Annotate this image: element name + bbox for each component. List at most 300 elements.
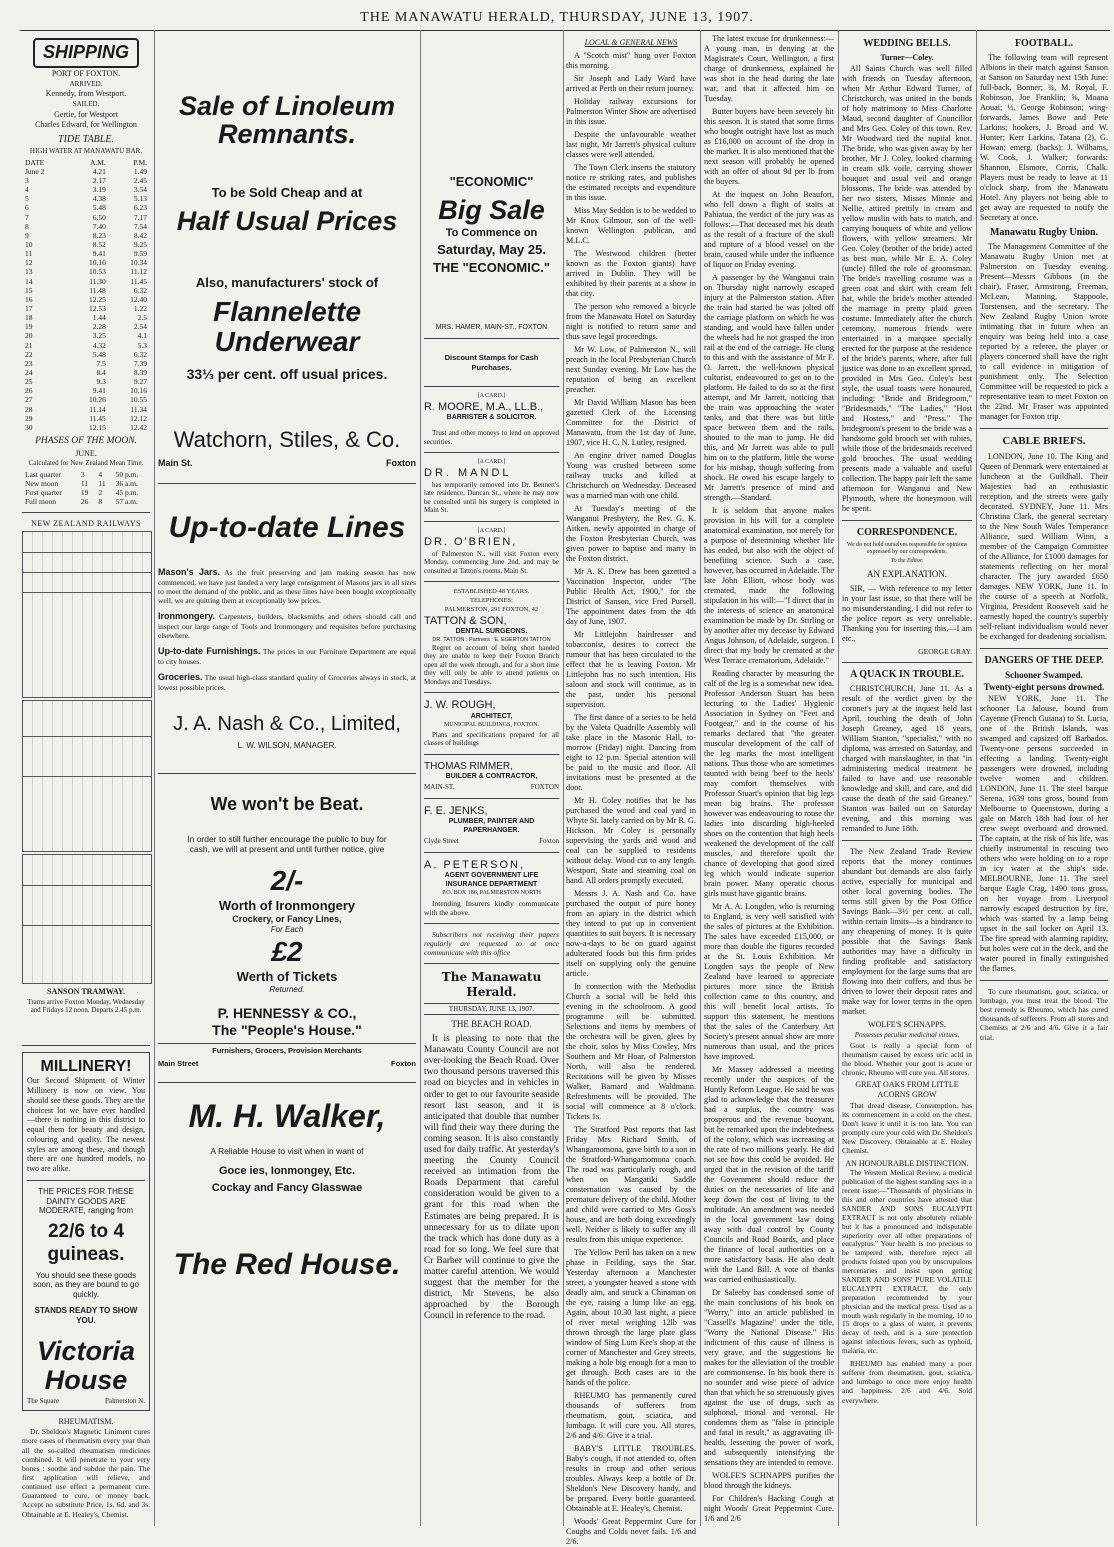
tide-cell: 17 [25,303,33,313]
tide-cell: 24 [25,367,33,377]
tatton-role: DENTAL SURGEONS. [455,628,528,636]
tide-cell: 3 [25,176,29,186]
moon-cell: 45 p.m. [115,488,139,498]
news-paragraph: Mr W. Low, of Palmerston N., will preach in the local Presbyterian Church next Sunday evening. Mr Low has the reputation of being an excellent preacher. [566,344,696,394]
quack-title: A QUACK IN TROUBLE. [850,669,964,681]
tide-cell: 18 [25,313,33,323]
tide-cell: 5 [25,194,29,204]
stamps-text: Discount Stamps for Cash Purchases. [444,353,539,372]
masthead-rule [20,30,1110,31]
tide-cell: 7.17 [133,212,147,222]
moon-cell: 8 [98,497,103,507]
tide-cell: 9.59 [133,249,147,259]
millinery-text: Our Second Shipment of Winter Millinery is now on view. You should see these goods. They are the choicest lot we have ever handled —there is nothing in this district to equal them for beauty and design, colouring and quality. The newest styles are among these, and though there are one hundred models, no two are alike. [27,1076,145,1174]
railway-timetable [22,854,152,984]
tide-row [22,341,150,350]
tide-row [22,423,150,432]
tide-cell: 2.45 [133,176,147,186]
tide-row [22,386,150,395]
worth-tickets: Werth of Tickets [236,969,338,985]
news-paragraph: Woods' Great Peppermint Cure for Coughs and Colds never fails. 1/6 and 2/6. [566,1516,696,1546]
tide-cell: 15 [25,285,33,295]
tide-table [22,158,150,432]
column-cards [424,34,559,1528]
deep-subtitle-2: Twenty-eight persons drowned. [983,681,1105,692]
rough-role: ARCHITECT, [470,712,513,720]
tide-row [22,176,150,185]
tide-cell: 12.12 [130,413,147,423]
ironmongery-text: Carpenters, builders, blacksmiths and others should call and inspect our large range of Tools and Ironmongery and requisites before purchasing elsewhere. [158,611,416,641]
sale-date: Saturday, May 25. [437,242,546,258]
for-each: For Each [270,925,304,935]
column-local-news [566,34,696,1546]
tide-subtitle: HIGH WATER AT MANAWATU BAR. [29,147,143,156]
tide-cell: 25 [25,377,33,387]
furnishers-text: Furnishers, Grocers, Provision Merchants [158,1043,416,1055]
moon-cell: 4 [98,469,103,479]
moon-cell: Last quarter [25,469,62,479]
uptodate-title: Up-to-date Lines [168,511,406,544]
column-rule [420,30,421,1526]
rimmer-name: THOMAS RIMMER, [424,760,513,772]
football-title: FOOTBALL. [1014,38,1074,49]
tide-cell: 10 [25,240,33,249]
commence-text: To Commence on [445,226,538,239]
tide-cell: 9.27 [133,377,147,387]
tide-row [22,277,150,286]
tide-head: DATE [25,157,45,167]
deep-subtitle: Schooner Swamped. [1005,669,1083,680]
tide-cell: 2.54 [133,322,147,332]
tide-cell: 11.14 [89,404,106,414]
moon-title: PHASES OF THE MOON. [35,435,137,446]
rimmer-role: BUILDER & CONTRACTOR, [445,772,538,780]
news-paragraph: BABY'S LITTLE TROUBLES. Baby's cough, if not attended to, often results in croup and other serious troubles. Always keep a bottle of Dr. Sheldon's New Discovery handy, and be prepared. Every bottle guaranteed. Obtainable at E. Healey's, Chemist. [566,1443,696,1513]
sailed-text: Gertie, for Westport [54,109,118,119]
tide-row [22,213,150,222]
news-paragraph: RHEUMO has permanently cured thousands of sufferers from rheumatism, gout, sciatica, and lumbago. It will cure you. All stores, 2/6 and 4/6. Give it a trial. [566,1390,696,1440]
tatton-name: TATTON & SON, [424,614,507,627]
tide-cell: 6.50 [92,212,106,222]
jenks-name: F. E. JENKS, [424,804,488,817]
tide-row [22,231,150,240]
tide-cell: 12.25 [88,294,106,304]
herald-title: The Manawatu Herald. [441,970,542,999]
news-paragraph: A passenger by the Wanganui train on Thursday night narrowly escaped injury at the Palmerston station. After the train had started he was jolted off the carriage platform on which he was standing, and would have fallen under the wheels had he not grasped the iron rail at the end of the carriage. He clung to this and with the assistance of Mr F. O. Jarrett, the well-known physical culturist, endeavoured to get on to the platform. He failed to do so at the first attempt, and Mr Jarrett, noticing that the train was approaching the water tanks, and that there was but little space between them and the rails, shouted to the man to jump. He did this, and Mr Jarrett was able to pull him on to the platform, little the worse for his mishap, though suffering from shock. He owed his escape largely to Mr Jarrett's presence of mind and strength.—Standard. [704,273,834,502]
news-paragraph: Holiday railway excursions for Palmerston Winter Show are advertised in this issue. [566,96,696,126]
moon-cell: 57 a.m. [115,497,138,507]
explanation-title: AN EXPLANATION. [867,569,947,580]
port-heading: PORT OF FOXTON. [51,68,121,78]
tide-cell: 12.40 [130,294,147,304]
watchorn-town: Foxton [386,458,416,469]
tide-cell: 19 [25,322,33,332]
peterson-addr: P.O. BOX 186, PALMERSTON NORTH [442,890,541,897]
tide-cell: 7 [25,212,29,222]
tide-cell: 10.53 [88,267,106,277]
tide-row [22,377,150,386]
crockery-text: Crockery, or Fancy Lines, [232,914,342,925]
cure-text: To cure rheumatism, gout, sciatica, or lumbago, you must treat the blood. The best remedy is Rheumo, which has cured thousands of sufferers. From all stores and Chemists at 2/6 and 4/6. Give it a fair trial. [980,986,1108,1042]
column-wedding [842,34,972,1528]
tide-cell: 7.54 [133,221,147,231]
tide-cell: 3.54 [133,185,147,195]
nash-manager: L. W. WILSON, MANAGER. [237,740,337,750]
tide-head: A.M. [89,157,106,167]
ironmongery-label: Ironmongery. [158,610,215,621]
gout-text: Gout is really a special form of rheumatism caused by excess uric acid in the blood. Whether your gout is acute or chronic, Rheumo will cure you. All stores. [842,1040,972,1078]
hennessy-town: Foxton [391,1059,416,1069]
furnishings-label: Up-to-date Furnishings. [158,646,261,657]
news-paragraph: The Stratford Post reports that last Friday Mrs Richard Smith, of Whangamomona, gave birth to a son in the Stratford-Whangamomona coach. The road was particularly rough, and when on Mangatiki Saddle consternation was caused by the premature delivery of the child. Mother and child were carried to Mrs Goss's house, and are both doing exceedingly well. Neither is likely to suffer any ill results from this unique experience. [566,1124,696,1244]
rheumo-text: RHEUMO has enabled many a poor sufferer from rheumatism, gout, sciatica, and lumbago to once more enjoy health and happiness. 2/6 and 4/6. Sold everywhere. [842,1359,972,1405]
tide-row [22,167,150,176]
shipping-logo: SHIPPING [33,38,139,68]
tide-row [22,304,150,313]
tide-cell: 10.16 [130,386,147,396]
tide-cell: 7.39 [133,358,147,368]
tide-cell: 11.45 [89,413,106,423]
tide-row [22,240,150,249]
masons-label: Mason's Jars. [158,566,220,577]
tatton-partners: DR. TATTON : Partners : E. EGERTON TATTON [432,636,551,643]
peterson-name: A. PETERSON, [424,858,526,871]
news-paragraph: Mr Littlejohn hairdresser and tobacconist, desires to correct the rumour that has been circulated to the effect that he is leaving Foxton. Mr Littlejohn has no such intention. His saloon and stock will continue, as in the past, under his personal supervision. [566,629,696,709]
goods-text: Goce ies, Ionmongey, Etc. [218,1164,356,1177]
news-paragraph: The person who removed a bicycle from the Manawatu Hotel on Saturday night is notified to return same and thus save legal proceedings. [566,301,696,341]
honour-text: The Western Medical Review, a medical publication of the highest standing says in a recent issue:—"Thousands of physicians in this and other countries have attested that SANDER AND SONS EUCALYPTI EXTRACT is not only absolutely reliable but it has a pronounced and indisputable superiority over all other preparations of eucalyptus." Your health is too precious to be tampered with, therefore reject all products foisted upon you by unscrupulous mercenaries and insist upon getting SANDER AND SONS' PURE VOLATILE EUCALYPTI EXTRACT, the only preparation recommended by your physician and the medical press. Used as a mouth wash regularly in the morning, 10 to 15 drops to a glass of water, it prevents decay of teeth, and is a sure protection against infectious fevers, such as typhoid, malaria, etc. [842,1168,972,1356]
two-pound: £2 [271,936,303,967]
tide-cell: 6.32 [133,285,147,295]
column-news-2 [704,34,834,1528]
correspondence-to: To the Editor. [890,557,924,564]
tide-cell: 8.39 [133,367,147,377]
tide-cell: 30 [25,422,33,432]
moon-cell: 26 [80,497,89,507]
news-paragraph: Sir Joseph and Lady Ward have arrived at Perth on their return journey. [566,73,696,93]
tide-cell: 9.41 [92,386,106,396]
tide-cell: 20 [25,331,33,341]
tramway-heading: SANSON TRAMWAY. [47,987,125,997]
tide-cell: 6 [25,203,29,213]
watchorn-addr: Main St. [158,458,193,469]
stands-ready: STANDS READY TO SHOW YOU. [34,1305,138,1325]
tide-cell: 5.48 [92,203,106,213]
sailed-text: Charles Edward, for Wellington [35,120,137,130]
prices-text: THE PRICES FOR THESE DAINTY GOODS ARE MODERATE, ranging from [38,1186,134,1216]
tide-cell: 1.49 [133,166,147,176]
news-paragraph: The Westwood children (better known as the Foxton giants) have arrived in Dublin. They will be exhibited by their parents at a show in that city. [566,248,696,298]
crockery-glass-text: Cockay and Fancy Glasswae [211,1182,363,1194]
tatton-telephones: TELEPHONES: [470,597,513,605]
news-paragraph: At the inquest on John Beaufort, who fell down a flight of stairs at Pahiatua, the verdict of the jury was as follows:—That deceased met his death as the result of a fracture of the skull and rupture of a blood vessel on the brain, caused while under the influence of liquor on Friday evening. [704,190,834,269]
victoria-house: Victoria House [36,1336,136,1395]
peterson-role: AGENT GOVERNMENT LIFE INSURANCE DEPARTMENT [444,872,539,888]
tide-row [22,322,150,331]
news-paragraph: WOLFE'S SCHNAPPS purifies the blood through the kidneys. [704,1471,834,1490]
column-shipping [22,34,150,1528]
moon-row [22,470,150,479]
hamer-addr: MRS. HAMER, MAIN-ST., FOXTON [435,323,548,331]
nash-name: J. A. Nash & Co., Limited, [173,713,401,736]
moon-row [22,488,150,497]
card-label: [A CARD.] [477,459,506,466]
oaks-text: That dread disease, Consumption, has its commencement in a cold on the chest. Don't leave it until it is too late. You can promptly cure your cold with Dr. Sheldon's New Discovery. Obtainable at E. Healey Chemist. [842,1100,972,1156]
tide-row [22,203,150,212]
tide-cell: 4.1 [137,331,147,341]
column-rule [154,30,155,1526]
tide-cell: 4.38 [92,194,106,204]
tide-cell: 11.34 [130,404,147,414]
tide-cell: 6.32 [133,349,147,359]
walker-title: M. H. Walker, [188,1098,386,1135]
tide-cell: 8.52 [92,240,106,249]
worth-ironmongery: Worth of Ironmongery [218,898,356,914]
tide-cell: 27 [25,395,33,405]
tide-cell: 10.55 [130,395,147,405]
jenks-addr: Clyde Street [424,837,459,846]
wedding-title: WEDDING BELLS. [863,38,951,49]
news-paragraph: Despite the unfavourable weather last night, Mr Jarrett's physical culture classes were well attended. [566,129,696,159]
jenks-role: PLUMBER, PAINTER AND PAPERHANGER. [448,818,535,834]
tide-cell: 2.17 [92,176,106,186]
groceries-text: The usual high-class standard quality of Groceries always in stock, at lowest possible prices. [158,673,416,693]
tide-cell: 9.3 [96,377,106,387]
mandl-name: DR. MANDL [424,467,512,480]
moon-row [22,497,150,506]
news-paragraph: Dr Saleeby has condensed some of the main conclusions of his book on "Worry," into an article published in "Cassell's Magazine" under the title, "Worry the National Disease." His indictment of this cause of illness is very grave, and the suggestions he makes for the alleviation of the trouble are commonsense. In his book there is no sounder and wise piece of advice than that which he so strenuously gives against the use of drugs, such as sulphonal, trional and veronal. He condemns them as "false in principle and fatal in result," as aggravating ill-health, lessening the power of work, and subsequently intensifying the sensations they are intended to remove. [704,1288,834,1467]
moon-cell: 36 a.m. [115,478,138,488]
beach-text: It is pleasing to note that the Manawatu County Council are not over-looking the Beach Road. Over two thousand persons traversed this road on bicycles and in vehicles in order to get to our favourite seaside resort last season, and it is anticipated that double that number will find their way there during the coming season. It is also constantly used for daily traffic. At yesterday's meeting the County Council received an intimation from the Roads Department that careful consideration would be given to a grant for this road when the Estimates are being prepared. It is unnecessary for us to dilate upon the track which has done duty as a road for so long. We feel sure that Cr Barber will continue to give the matter careful attention. We would suggest that the member for the district, Mr Stevens, be also approached by the Borough Council in reference to the road. [424,1034,559,1322]
news-paragraph: Reading character by measuring the calf of the leg is a somewhat new idea. Professor Anderson Stuart has been lecturing to the Ladies' Hygienic Association in Sydney on "Feet and Footgear," and in the course of his remarks declared that "the greater muscular development of the calf of the leg marks the most intelligent nations. Thus those who are sometimes taunted with being 'beef to the heels' may comfort themselves with Professor Stuart's opinion that big legs mean big brains. The professor however was endeavouring to rouse the ladies into discarding high-heeled shoes on the contention that high heels weakened the development of the calf muscles, and therefore spoilt the chance of developing that good sized leg which would indicate superior brain power. Many operatic chorus girls must have gigantic brains. [704,669,834,898]
tide-row [22,331,150,340]
column-rule [700,30,701,1526]
news-body [704,34,834,1524]
news-paragraph: Mr Massey addressed a meeting recently under the auspices of the Huntly Reform League. He said he was glad to acknowledge that the treasurer had a surplus, the country was prosperous and the revenue buoyant, but he remarked upon the indebtedness of the colony, which was increasing at the rate of two millions yearly. He did not see how this could be avoided. He urged that in the revision of the tariff the Government should reduce the duties on the necessaries of life and keep down the cost of living to the multitude. An amendment was needed in the local government law doing away with dual control by County Councils and Road Boards, and place the finance of local authorities on a more satisfactory basis. He also dealt with the Land Bill. A vote of thanks was carried enthusiastically. [704,1065,834,1284]
tide-row [22,295,150,304]
tide-cell: 8 [25,221,29,231]
watchorn-name: Watchorn, Stiles, & Co. [173,427,401,453]
tide-row [22,185,150,194]
tide-cell: 4 [25,185,29,195]
cable-title: CABLE BRIEFS. [1002,435,1086,448]
news-paragraph: The first dance of a series to be held by the Valeta Quadrille Assembly will take place in the Masonic Hall, to-morrow (Friday) night. Dancing from eight to 12 p.m. Special attention will be paid to the music and floor. All invitations must be presented at the door. [566,712,696,792]
quack-text: CHRISTCHURCH, June 11. As a result of the verdict given by the coroner's jury at the inquest held last April, touching the death of John Joseph Greaney, aged 18 years, William Stanton, "specialist," with no diploma, was arrested on Saturday, and charged with manslaughter, in that "in administering medical treatment he failed to have and use reasonable knowledge and skill, and care, and did cause the death of the said Greaney." Stanton was bailed out on Saturday evening, and this morning was remanded to June 18th. [842,684,972,834]
tide-cell: 11.45 [130,276,147,286]
order-text: In order to still further encourage the public to buy for cash, we will at present and until further notice, give [187,833,387,854]
furnishings-text: The prices in our Furniture Department are equal to city houses. [158,647,416,667]
news-paragraph: Mr A. A. Longden, who is returning to England, is very well satisfied with the sales of pictures at the Exhibition. The sales have exceeded £15,000, or more than double the figures recorded at the St. Louis Exhibition. Mr Longden says the people of New Zealand have learned to appreciate pictures more since the British collection came to this country, and this will benefit local artists. To support this statement, he mentions that the sales of the Canterbury Art Society's present annual show are more numerous than usual, and the prices have improved. [704,902,834,1061]
moore-name: R. MOORE, M.A., LL.B., [424,401,544,414]
explanation-signature: GEORGE GRAY. [918,647,972,657]
groceries-label: Groceries. [158,672,203,683]
moon-cell: 50 p.m. [115,469,139,479]
arrived-text: Kennedy, from Westport. [45,89,127,99]
economic-title: "ECONOMIC" [449,174,534,189]
big-sale: Big Sale [438,194,545,225]
prices-after: You should see these goods soon, as they are bound to go quickly. [33,1270,139,1300]
correspondence-title: CORRESPONDENCE. [856,526,958,538]
news-paragraph: Mr David William Mason has been gazetted Clerk of the Licensing Committee for the District of Manawatu, from the 1st day of June, 1907, vice H. C. N. Lutley, resigned. [566,397,696,447]
tide-cell: 3.25 [92,331,106,341]
news-paragraph: Mr A. K. Drew has been gazetted a Vaccination Inspector, under "The Public Health Act, 1900," for the District of Sanson, vice Fred Pursell. The appointment dates from the 4th day of June, 1907. [566,566,696,626]
trade-review-text: The New Zealand Trade Review reports that the money continues abundant but demands are also fairly active, especially for municipal and other local governing bodies. The terms still given by the Post Office Savings Bank—3½ per cent. at call, within certain limits—is a hindrance to any cheapening of money. It is quite possible that the Savings Bank authorities may have a difficulty in finding profitable and satisfactory employment for the large sums that are flowing into their coffers, and thus be driven to lower their deposit rates and make way for lower terms in the open market. [842,847,972,1017]
tide-cell: 21 [25,340,33,350]
half-prices: Half Usual Prices [176,205,398,236]
tide-cell: 11 [25,249,33,259]
rheumatism-text: Dr. Sheldon's Magnetic Liniment cures more cases of rheumatism every year than all the so-called rheumatism medicines combined. It will penetrate to your very bones : soothe and subdue the pain. The first application will relieve, and continued use effect a permanent cure. Guaranteed to cure, or money back. Accept no substitute Price, 1s. 6d. and 3s. Obtainable at E. Healey's, Chemist. [22,1427,150,1519]
moon-cell: 3 [80,469,85,479]
tide-cell: 22 [25,349,33,359]
news-paragraph: Messrs J. A. Nash and Co. have purchased the output of pure honey from an apiary in the district which they intend to put up in convenient quantities to suit buyers. It is necessary now-a-days to be on guard against adulterated foods but this firm prides itself on supplying only the genuine article. [566,888,696,978]
moon-cell: Full moon [25,497,57,507]
deep-text: NEW YORK, June 11. The schooner La Jalouse, bound from Cayenne (French Guiana) to St. Lucia, one of the British Islands, was swamped and capsized off Barbados. Twenty-one persons succeeded in effecting a landing. Twenty-eight passengers were drowned, including twelve women and children. LONDON, June 11. The steel barque Serena, 1639 tons gross, bound from Melbourne to Queenstown, during a gale on March 18th had four of her crew swept overboard and drowned. The captain, at the risk of his life, was chiefly instrumental in rescuing two others who were holding on to a rope in icy water at the ship's side. MELBOURNE, June 11. The steel barque Eagle Crag, 1490 tons gross, on her voyage from Liverpool narrowly escaped destruction by fire, which was started by a lamp being upset in the sail locker on April 13. The fire spread with alarming rapidity, but holes were cut in the deck, and the water poured in finally extinguished the flames. [980,693,1108,973]
card-label: [A CARD.] [477,392,506,399]
explanation-text: SIR, — With reference to my letter in your last issue, so that there will be no misunderstanding, I did not refer to the police report as very unreliable. Thanking you for inserting this,—I am etc., [842,584,972,644]
railways-heading: NEW ZEALAND RAILWAYS [31,519,141,529]
news-paragraph: It is seldom that anyone makes provision in his will for a complete anatomical examination, not merely for a purpose of determining whether life has ended, but also with the object of benefiting science. Such a case, however, has occurred in Adelaide. The late John Elliott, whose body was cremated, made the following stipulation in his will:—"I direct that in the interests of science an anatomical examination be made by Dr. Stirling or by another after my decease by Edward Angus Johnson, of Adelaide, surgeon. I direct that my body be cremated at the West Terrace crematorium, Adelaide." [704,506,834,665]
column-sport-cable [980,34,1108,1528]
peoples-house: The "People's House." [212,1021,362,1038]
tide-row [22,405,150,414]
railway-timetable [22,531,152,698]
tide-cell: 13 [25,267,33,277]
hennessy-name: P. HENNESSY & CO., [217,1004,357,1021]
discount-text: 33⅓ per cent. off usual prices. [186,366,388,383]
news-paragraph: Miss May Seddon is to be wedded to Mr Knox Gilmour, son of the well-known Wellington publican, and M.L.C. [566,205,696,245]
moon-row [22,479,150,488]
wolfe-title: WOLFE'S SCHNAPPS. [868,1020,946,1030]
also-text: Also, manufacturers' stock of [195,275,379,291]
obrien-name: DR. O'BRIEN, [424,536,518,549]
rough-name: J. W. ROUGH, [424,699,496,712]
card-label: [A CARD.] [477,527,506,534]
tide-cell: 9.41 [92,249,106,259]
rugby-title: Manawatu Rugby Union. [989,227,1099,239]
column-rule [563,30,564,1526]
moore-role: BARRISTER & SOLICITOR. [446,414,537,422]
column-rule [976,30,977,1526]
tide-cell: 23 [25,358,33,368]
tide-cell: 12.53 [88,303,106,313]
news-paragraph: Mr H. Coley notifies that he has purchased the wood and coal yard in Whyte St. lately carried on by Mr R. G. Hickson. Mr Coley is personally supervising the yards and wood and coal can be supplied to residents without delay. Wood cut to any length. Westport, State and steaming coal on hand. All orders promptly executed. [566,795,696,885]
tide-cell: 3.19 [92,185,106,195]
sold-cheap: To be Sold Cheap and at [211,184,363,200]
rugby-text: The Management Committee of the Manawatu Rugby Union met at Palmerston on Tuesday evening. Present—Messrs Gibbons (in the chair), Fraser, Armstrong, Freeman, McLean, Manning, Stappoole, Torstensen, and the secretary. The New Zealand Rugby Union wrote intimating that in future when an enquiry was being held into a case reported by a referee, the player or players concerned shall have the right to call evidence in mitigation of punishment only. The Selection Committee will be requested to pick a representative team to meet Foxton on the 22nd. Mr Fraser was appointed manager for Foxton trip. [980,242,1108,422]
tide-head: P.M. [133,157,147,167]
tide-cell: 2.5 [137,313,147,323]
tide-cell: June 2 [25,166,45,176]
honour-title: AN HONOURABLE DISTINCTION. [845,1158,969,1168]
prices-range: 22/6 to 4 guineas. [47,1221,125,1266]
tide-cell: 5.3 [137,340,147,350]
tide-row [22,194,150,203]
moon-cell: 11 [80,478,89,488]
tide-cell: 10.16 [88,258,106,268]
cable-text: LONDON, June 10. The King and Queen of Denmark were entertained at luncheon at the Guildhall. Their Majesties had an enthusiastic reception, and the streets were gaily decorated. SYDNEY, June 11. Mrs Christina Clark, the general secretary to the New South Wales Temperance Alliance, sued William Winn, a member of the Campaign Committee of the Alliance, for £1000 damages for statements reflecting on her moral character. The jury awarded £650 damages. NEW YORK, June 11. In the course of a speech at Norfolk, Virginia, President Roosevelt said he earnestly hoped the country's superbly self-reliant individualism would never be exchanged for deadening socialism. [980,451,1108,641]
tide-row [22,286,150,295]
news-paragraph: An engine driver named Douglas Young was crushed between some railway trucks and killed at Christchurch on Wednesday. Deceased was a married man with one child. [566,450,696,500]
deep-title: DANGERS OF THE DEEP. [984,654,1104,666]
masthead: THE MANAWATU HERALD, THURSDAY, JUNE 13, 1907. [360,10,754,25]
tide-row [22,368,150,377]
oaks-title: GREAT OAKS FROM LITTLE ACORNS GROW [855,1080,959,1099]
moon-cell: New moon [25,478,59,488]
tide-cell: 12.15 [88,422,106,432]
beach-title: THE BEACH ROAD. [451,1019,532,1030]
tide-cell: 8.23 [92,230,106,240]
football-text: The following team will represent Albions in their match against Sanson at Sanson on Saturday next 15th June: full-back, Bonner; ¾, M. Royal, F. Robinson, Joe Franklin; ⅝, Moana Aouai; ½, George Robinson; wing-forwards, James Bowe and Pete Larkins; hookers, J. Broad and W. Hunter; Kerr Larkins, Tatana (2), G. Howan; emerg. (backs): J. Wilhams, W. Cook, J. Walker; forwards: Shannon, Elsmore, Corris, Chalk. Players must be ready to leave at 11 o'clock sharp, from the Manawatu Hotel. Any players not being able to get away are requested to notify the Secretary at once. [980,53,1108,223]
tide-cell: 7.5 [96,358,106,368]
wedding-text: All Saints Church was well filled with friends on Tuesday afternoon, when Mr Arthur Edward Turner, of Christchurch, was united in the bonds of holy matrimony to Miss Charlotte Maud, second daughter of Councillor and Mrs Geo. Coley of this town. Rev. Mr Woodward tied the nuptial knot. The bride, who was given away by her brother, Mr J. Coley, looked charming in cream silk voile, carrying shower bouquet and usual veil and orange blossoms. The bride was attended by her two sisters, Misses Minnie and Nellie, attired prettily in cream and yellow muslin with hats to match, and carrying bouquets of white and yellow flowers, with yellow streamers. Mr Geo. Coley (brother of the bride) acted as best man, while Mr E. A. Coley (uncle) filled the role of groomsman. The bride's travelling costume was a green coat and skirt with cream felt hat, while the bride's mother attended the marriage in pretty plaid green costume. Immediately after the church ceremony, numerous friends were entertained in a marquee specially erected for the purpose at the residence of the bride's parents, where, after full justice was done to an excellent spread, provided in Mrs Geo. Coley's best style, the usual toasts were honoured, including: "Bride and Bridegroom," "Bridesmaids," "The Ladies," "Host and Hostess," and "Press." The bridegroom's present to the bride was a handsome gold brooch set with rubies, while those of the bridesmaids received gold brooches. The usual wedding presents made a valuable and useful collection. The happy pair left the same afternoon for Wanganui and New Plymouth, where the honeymoon will be spent. [842,63,972,513]
jenks-town: Foxton [539,837,559,846]
wedding-subtitle: Turner—Coley. [880,53,934,63]
rimmer-town: FOXTON [530,783,559,792]
tide-cell: 6.23 [133,203,147,213]
tramway-text: Trams arrive Foxton Monday, Wednesday and Fridays 12 noon. Departs 2.45 p.m. [27,997,145,1015]
tide-cell: 9.25 [133,240,147,249]
moon-subtitle: JUNE. [75,448,97,458]
moon-cell: 11 [98,478,106,488]
tide-cell: 28 [25,404,33,414]
tide-cell: 8.42 [133,230,147,240]
tide-title: TIDE TABLE. [58,134,114,146]
tide-cell: 14 [25,276,33,286]
tide-cell: 11.30 [89,276,106,286]
tide-cell: 4.21 [92,166,106,176]
tide-cell: 1.44 [92,313,106,323]
news-paragraph: At Tuesday's meeting of the Wanganui Presbytery, the Rev. G. K. Aitken, newly appointed in charge of the Foxton Presbyterian Church, was given power to baptise and marry in the Foxton district. [566,503,696,563]
returned-text: Returned. [269,985,305,995]
railway-timetable [22,700,152,852]
millinery-title: MILLINERY! [40,1057,132,1075]
local-news-title: LOCAL & GENERAL NEWS [584,38,678,47]
rheumatism-title: RHEUMATISM. [58,1416,114,1426]
local-news-body [566,51,696,1547]
two-shilling: 2/- [270,865,304,897]
tide-cell: 29 [25,413,33,423]
tide-cell: 1.22 [133,303,147,313]
tide-row [22,258,150,267]
tide-cell: 5.48 [92,349,106,359]
moore-text: Trust and other moneys to lend on approved securities. [424,428,559,446]
tide-row [22,267,150,276]
moon-cell: First quarter [25,488,62,498]
news-paragraph: A "Scotch mist" hung over Foxton this morning. [566,50,696,70]
tide-row [22,313,150,322]
victoria-addr: Palmerston N. [104,1396,145,1405]
masons-text: As the fruit preserving and jam making season has now commenced, we have just landed a very large consignment of Masons jars in all sizes to meet the demand of the public, and as these lines have been bought exceptionally well, we are quitting them at exceptionally low prices. [158,567,416,605]
moon-cell: 2 [98,488,103,498]
column-rule [838,30,839,1526]
tide-row [22,414,150,423]
tide-cell: 11.12 [130,267,147,277]
tide-cell: 12 [25,258,33,268]
linoleum-title: Sale of Linoleum Remnants. [178,91,396,150]
tide-cell: 9 [25,230,29,240]
news-paragraph: The Yellow Peril has taken on a new phase in Feilding, says the Star. Yesterday afternoon a Manchester street, a youngster heaved a stone with deadly aim, and struck a Chinaman on the eye, raising a lump like an egg. Again, about 10.30 last night, a piece of river metal weighing 12lb was thrown through the large plate glass window of Sing Lum Kee's shop at the corner of Manchester and Grey streets, making a hole big enough for a man to get through. Both cases are in the hands of the police. [566,1247,696,1387]
tatton-text: Regret on account of being short handed they are unable to keep their Foxton Branch open all the week through, and for a short time they will only be able to attend patients on Mondays and Tuesdays. [424,643,559,686]
arrived-label: ARRIVED. [69,79,103,88]
news-paragraph: The latest excuse for drunkenness:—A young man, in denying at the Magistrate's Court, Wellington, a first charge of drunkenness, explained he was shot in the head during the late war, and that it affected him on Tuesday. [704,34,834,103]
flannelette-title: Flannelette Underwear [213,296,361,357]
reliable-text: A Reliable House to visit when in want of [210,1146,364,1157]
correspondence-note: We do not hold ourselves responsible for opinions expressed by our correspondents. [846,542,968,556]
column-ads-left [158,34,416,1528]
wont-beat-title: We won't be Beat. [210,793,364,814]
peterson-text: Intending Insurers kindly communicate with the above. [424,898,559,917]
tide-cell: 4.32 [92,340,106,350]
